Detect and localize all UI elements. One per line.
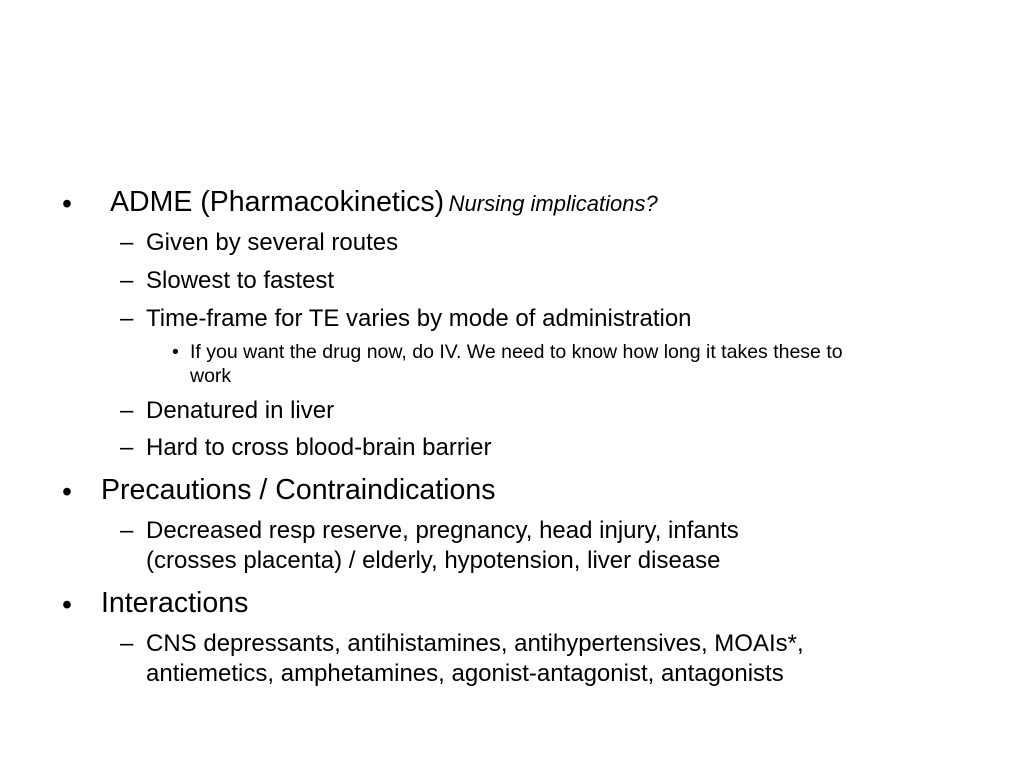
bullet-adme <box>110 188 658 217</box>
sub-item-interactions-line2: antiemetics, amphetamines, agonist-antagonist, antagonists <box>146 660 784 687</box>
sub-bullet-marker: – <box>120 517 134 544</box>
sub-bullet-marker: – <box>120 397 134 424</box>
bullet-adme-note: Nursing implications? <box>448 191 658 216</box>
bullet-marker: • <box>62 188 72 220</box>
sub-sub-bullet-marker: • <box>172 341 179 363</box>
sub-item-slowest: Slowest to fastest <box>146 267 335 294</box>
sub-item-routes: Given by several routes <box>146 229 399 256</box>
sub-sub-item-iv-line1: If you want the drug now, do IV. We need to know how long it takes these to <box>190 341 843 363</box>
sub-bullet-marker: – <box>120 305 134 332</box>
bullet-marker: • <box>62 589 72 621</box>
sub-item-contraindications-line1: Decreased resp reserve, pregnancy, head injury, infants <box>146 517 739 544</box>
sub-item-bbb: Hard to cross blood-brain barrier <box>146 434 492 461</box>
sub-item-contraindications-line2: (crosses placenta) / elderly, hypotension, liver disease <box>146 547 721 574</box>
sub-bullet-marker: – <box>120 229 134 256</box>
sub-item-timeframe: Time-frame for TE varies by mode of administration <box>146 305 692 332</box>
bullet-interactions: Interactions <box>101 587 249 619</box>
sub-item-liver: Denatured in liver <box>146 397 335 424</box>
sub-bullet-marker: – <box>120 630 134 657</box>
sub-sub-item-iv-line2: work <box>190 365 232 387</box>
bullet-marker: • <box>62 476 72 508</box>
sub-bullet-marker: – <box>120 434 134 461</box>
bullet-precautions: Precautions / Contraindications <box>101 474 496 506</box>
sub-bullet-marker: – <box>120 267 134 294</box>
sub-item-interactions-line1: CNS depressants, antihistamines, antihypertensives, MOAIs*, <box>146 630 804 657</box>
bullet-adme-text: ADME (Pharmacokinetics) <box>110 186 445 218</box>
